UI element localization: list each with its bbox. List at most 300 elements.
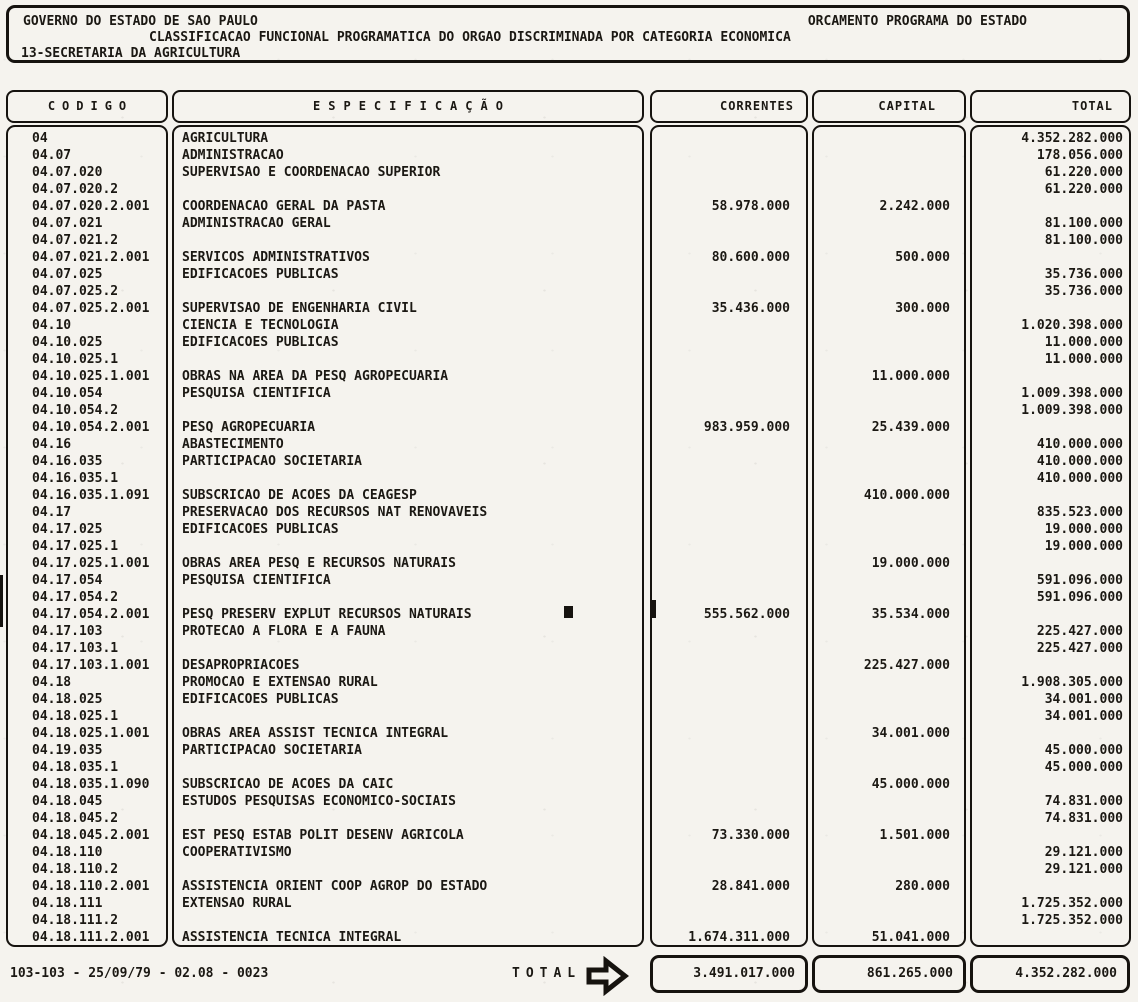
row-spec (172, 538, 644, 555)
table-row (0, 861, 1138, 878)
row-capital: 410.000.000 (863, 488, 950, 503)
row-code: 04.18.045 (32, 794, 103, 809)
row-correntes (650, 317, 808, 334)
row-total (970, 368, 1131, 385)
row-spec: OBRAS AREA ASSIST TECNICA INTEGRAL (182, 726, 449, 741)
row-correntes (650, 368, 808, 385)
row-spec: PESQ AGROPECUARIA (182, 420, 316, 435)
footer-total-label: TOTAL (512, 966, 582, 981)
row-capital (812, 895, 966, 912)
row-capital (812, 436, 966, 453)
row-total: 45.000.000 (1044, 760, 1123, 775)
row-total: 1.725.352.000 (1021, 896, 1123, 911)
row-correntes (650, 725, 808, 742)
row-correntes (650, 215, 808, 232)
table-row (0, 198, 1138, 215)
row-code: 04.07.025 (32, 267, 103, 282)
row-capital (812, 232, 966, 249)
row-total: 81.100.000 (1044, 216, 1123, 231)
row-correntes (650, 232, 808, 249)
row-correntes (650, 538, 808, 555)
table-row (0, 589, 1138, 606)
row-capital (812, 861, 966, 878)
row-correntes (650, 912, 808, 929)
row-total: 1.020.398.000 (1021, 318, 1123, 333)
table-row (0, 130, 1138, 147)
row-code: 04.07.020 (32, 165, 103, 180)
row-spec: ADMINISTRACAO GERAL (182, 216, 331, 231)
row-code: 04.10.025.1 (32, 352, 119, 367)
row-code: 04.18.045.2.001 (32, 828, 150, 843)
row-spec: ASSISTENCIA ORIENT COOP AGROP DO ESTADO (182, 879, 488, 894)
table-row (0, 912, 1138, 929)
row-code: 04.10.025.1.001 (32, 369, 150, 384)
column-header-especificacao: ESPECIFICAÇÃO (172, 90, 644, 123)
column-header-codigo: CODIGO (6, 90, 168, 123)
row-capital (812, 844, 966, 861)
row-spec (172, 912, 644, 929)
row-capital (812, 215, 966, 232)
row-correntes (650, 691, 808, 708)
grand-total-capital: 861.265.000 (812, 955, 966, 993)
row-capital: 300.000 (895, 301, 950, 316)
table-row (0, 895, 1138, 912)
row-total: 35.736.000 (1044, 284, 1123, 299)
row-capital: 2.242.000 (879, 199, 950, 214)
row-total: 835.523.000 (1036, 505, 1123, 520)
table-row (0, 742, 1138, 759)
table-row (0, 147, 1138, 164)
table-row (0, 538, 1138, 555)
row-total: 29.121.000 (1044, 862, 1123, 877)
row-capital (812, 759, 966, 776)
row-code: 04.10 (32, 318, 72, 333)
row-spec (172, 640, 644, 657)
row-total: 74.831.000 (1044, 794, 1123, 809)
row-capital (812, 385, 966, 402)
row-correntes: 73.330.000 (711, 828, 790, 843)
row-total: 45.000.000 (1044, 743, 1123, 758)
table-row (0, 334, 1138, 351)
table-row (0, 368, 1138, 385)
row-capital (812, 351, 966, 368)
row-spec: ASSISTENCIA TECNICA INTEGRAL (182, 930, 402, 945)
row-spec (172, 181, 644, 198)
row-capital (812, 130, 966, 147)
row-spec: COORDENACAO GERAL DA PASTA (182, 199, 386, 214)
table-row (0, 844, 1138, 861)
row-capital (812, 402, 966, 419)
row-spec: SUPERVISAO DE ENGENHARIA CIVIL (182, 301, 417, 316)
row-capital (812, 691, 966, 708)
table-row (0, 640, 1138, 657)
row-capital (812, 453, 966, 470)
row-code: 04.18.111.2.001 (32, 930, 150, 945)
row-total: 4.352.282.000 (1021, 131, 1123, 146)
scan-artifact (652, 600, 656, 618)
table-row (0, 555, 1138, 572)
row-correntes (650, 181, 808, 198)
header-org-line: 13-SECRETARIA DA AGRICULTURA (21, 46, 241, 61)
row-total (970, 300, 1131, 317)
row-spec: OBRAS NA AREA DA PESQ AGROPECUARIA (182, 369, 449, 384)
row-correntes (650, 572, 808, 589)
row-code: 04.07.020.2.001 (32, 199, 150, 214)
row-spec (172, 232, 644, 249)
table-row (0, 232, 1138, 249)
row-spec: COOPERATIVISMO (182, 845, 292, 860)
row-total: 178.056.000 (1036, 148, 1123, 163)
row-spec: PESQUISA CIENTIFICA (182, 573, 331, 588)
row-correntes (650, 776, 808, 793)
row-code: 04.16.035.1.091 (32, 488, 150, 503)
row-correntes: 35.436.000 (711, 301, 790, 316)
row-capital (812, 538, 966, 555)
row-capital (812, 793, 966, 810)
table-row (0, 657, 1138, 674)
column-header-capital: CAPITAL (812, 90, 966, 123)
row-code: 04.18 (32, 675, 72, 690)
row-code: 04.17.054.2.001 (32, 607, 150, 622)
row-total: 225.427.000 (1036, 624, 1123, 639)
row-correntes: 80.600.000 (711, 250, 790, 265)
row-correntes: 1.674.311.000 (688, 930, 790, 945)
row-code: 04 (32, 131, 48, 146)
table-row (0, 351, 1138, 368)
row-correntes (650, 147, 808, 164)
row-spec (172, 283, 644, 300)
row-capital (812, 912, 966, 929)
grand-total-total: 4.352.282.000 (970, 955, 1130, 993)
row-code: 04.18.111 (32, 896, 103, 911)
row-code: 04.17.103 (32, 624, 103, 639)
row-capital (812, 810, 966, 827)
table-rows (0, 130, 1138, 946)
row-total: 19.000.000 (1044, 539, 1123, 554)
row-correntes: 58.978.000 (711, 199, 790, 214)
row-total: 19.000.000 (1044, 522, 1123, 537)
row-capital: 280.000 (895, 879, 950, 894)
row-total: 410.000.000 (1036, 437, 1123, 452)
row-spec (172, 470, 644, 487)
row-spec: PESQ PRESERV EXPLUT RECURSOS NATURAIS (182, 607, 472, 622)
row-spec: EDIFICACOES PUBLICAS (182, 692, 339, 707)
row-correntes (650, 589, 808, 606)
row-code: 04.07.021.2.001 (32, 250, 150, 265)
row-code: 04.17.025.1.001 (32, 556, 150, 571)
row-correntes (650, 351, 808, 368)
row-code: 04.17 (32, 505, 72, 520)
row-correntes (650, 759, 808, 776)
row-spec (172, 589, 644, 606)
row-total (970, 419, 1131, 436)
row-capital (812, 640, 966, 657)
row-total (970, 776, 1131, 793)
column-header-total: TOTAL (970, 90, 1131, 123)
row-capital (812, 521, 966, 538)
header-line-1 (17, 14, 1127, 30)
header-subtitle: CLASSIFICACAO FUNCIONAL PROGRAMATICA DO ORGAO DISCRIMINADA POR CATEGORIA ECONOMICA (149, 30, 791, 45)
row-capital (812, 283, 966, 300)
row-spec: EXTENSAO RURAL (182, 896, 292, 911)
table-row (0, 708, 1138, 725)
row-correntes (650, 453, 808, 470)
row-correntes (650, 130, 808, 147)
row-capital (812, 470, 966, 487)
row-correntes (650, 708, 808, 725)
row-code: 04.10.054 (32, 386, 103, 401)
table-row (0, 793, 1138, 810)
row-spec: PESQUISA CIENTIFICA (182, 386, 331, 401)
table-row (0, 504, 1138, 521)
row-capital: 45.000.000 (871, 777, 950, 792)
row-total: 74.831.000 (1044, 811, 1123, 826)
row-total: 225.427.000 (1036, 641, 1123, 656)
row-capital: 11.000.000 (871, 369, 950, 384)
row-correntes (650, 470, 808, 487)
row-total (970, 725, 1131, 742)
row-code: 04.16.035.1 (32, 471, 119, 486)
row-spec: CIENCIA E TECNOLOGIA (182, 318, 339, 333)
row-total (970, 249, 1131, 266)
row-code: 04.18.035.1 (32, 760, 119, 775)
row-capital (812, 181, 966, 198)
row-code: 04.10.054.2.001 (32, 420, 150, 435)
table-row (0, 759, 1138, 776)
row-code: 04.17.025.1 (32, 539, 119, 554)
row-total (970, 929, 1131, 946)
row-code: 04.19.035 (32, 743, 103, 758)
row-code: 04.10.054.2 (32, 403, 119, 418)
row-correntes: 983.959.000 (703, 420, 790, 435)
table-row (0, 470, 1138, 487)
row-capital (812, 266, 966, 283)
row-capital (812, 572, 966, 589)
row-capital: 19.000.000 (871, 556, 950, 571)
row-correntes: 555.562.000 (703, 607, 790, 622)
row-spec: EDIFICACOES PUBLICAS (182, 522, 339, 537)
table-row (0, 164, 1138, 181)
table-row (0, 623, 1138, 640)
row-capital: 500.000 (895, 250, 950, 265)
row-code: 04.18.035.1.090 (32, 777, 150, 792)
row-spec: DESAPROPRIACOES (182, 658, 300, 673)
row-spec: SUBSCRICAO DE ACOES DA CAIC (182, 777, 394, 792)
footer-reference: 103-103 - 25/09/79 - 02.08 - 0023 (10, 966, 269, 981)
row-capital: 225.427.000 (863, 658, 950, 673)
row-spec: PARTICIPACAO SOCIETARIA (182, 743, 363, 758)
table-row (0, 436, 1138, 453)
row-spec: AGRICULTURA (182, 131, 269, 146)
row-total: 61.220.000 (1044, 165, 1123, 180)
right-arrow-icon (585, 956, 629, 996)
table-row (0, 521, 1138, 538)
row-correntes (650, 402, 808, 419)
row-correntes (650, 640, 808, 657)
row-spec: SUBSCRICAO DE ACOES DA CEAGESP (182, 488, 417, 503)
row-total: 1.009.398.000 (1021, 386, 1123, 401)
row-total: 34.001.000 (1044, 709, 1123, 724)
table-row (0, 487, 1138, 504)
row-total (970, 878, 1131, 895)
row-spec: ABASTECIMENTO (182, 437, 284, 452)
row-spec: PROTECAO A FLORA E A FAUNA (182, 624, 386, 639)
table-row (0, 402, 1138, 419)
row-code: 04.18.025 (32, 692, 103, 707)
row-capital (812, 334, 966, 351)
row-code: 04.17.103.1.001 (32, 658, 150, 673)
row-code: 04.18.110.2.001 (32, 879, 150, 894)
row-correntes (650, 266, 808, 283)
row-correntes (650, 164, 808, 181)
row-code: 04.18.045.2 (32, 811, 119, 826)
row-correntes (650, 436, 808, 453)
row-spec: OBRAS AREA PESQ E RECURSOS NATURAIS (182, 556, 456, 571)
row-correntes (650, 487, 808, 504)
scan-artifact (0, 575, 3, 627)
row-total: 1.908.305.000 (1021, 675, 1123, 690)
row-correntes (650, 861, 808, 878)
row-code: 04.17.054 (32, 573, 103, 588)
row-correntes (650, 504, 808, 521)
row-code: 04.18.110 (32, 845, 103, 860)
row-capital (812, 317, 966, 334)
row-spec (172, 861, 644, 878)
row-total (970, 657, 1131, 674)
row-spec: SUPERVISAO E COORDENACAO SUPERIOR (182, 165, 441, 180)
row-correntes (650, 555, 808, 572)
row-code: 04.10.025 (32, 335, 103, 350)
row-code: 04.18.025.1.001 (32, 726, 150, 741)
table-row (0, 300, 1138, 317)
table-row (0, 266, 1138, 283)
row-spec: PROMOCAO E EXTENSAO RURAL (182, 675, 378, 690)
row-spec (172, 351, 644, 368)
table-row (0, 317, 1138, 334)
table-row (0, 810, 1138, 827)
row-spec: ADMINISTRACAO (182, 148, 284, 163)
row-capital (812, 164, 966, 181)
row-total: 591.096.000 (1036, 573, 1123, 588)
row-correntes (650, 895, 808, 912)
row-code: 04.17.103.1 (32, 641, 119, 656)
row-correntes (650, 844, 808, 861)
row-correntes (650, 793, 808, 810)
row-capital: 25.439.000 (871, 420, 950, 435)
row-total: 410.000.000 (1036, 471, 1123, 486)
row-total: 61.220.000 (1044, 182, 1123, 197)
row-code: 04.07.021 (32, 216, 103, 231)
row-spec: EDIFICACOES PUBLICAS (182, 267, 339, 282)
row-total: 29.121.000 (1044, 845, 1123, 860)
header-right-title: ORCAMENTO PROGRAMA DO ESTADO (807, 14, 1027, 29)
row-total: 410.000.000 (1036, 454, 1123, 469)
row-spec: EST PESQ ESTAB POLIT DESENV AGRICOLA (182, 828, 464, 843)
row-correntes (650, 742, 808, 759)
table-row (0, 878, 1138, 895)
table-row (0, 181, 1138, 198)
table-row (0, 674, 1138, 691)
row-capital (812, 742, 966, 759)
table-row (0, 385, 1138, 402)
row-total: 11.000.000 (1044, 352, 1123, 367)
row-capital: 1.501.000 (879, 828, 950, 843)
row-total: 1.009.398.000 (1021, 403, 1123, 418)
row-code: 04.18.111.2 (32, 913, 119, 928)
document-header (6, 5, 1130, 63)
row-spec: SERVICOS ADMINISTRATIVOS (182, 250, 370, 265)
row-spec: PARTICIPACAO SOCIETARIA (182, 454, 363, 469)
row-capital (812, 708, 966, 725)
table-row (0, 249, 1138, 266)
grand-total-correntes: 3.491.017.000 (650, 955, 808, 993)
row-correntes (650, 674, 808, 691)
row-correntes (650, 334, 808, 351)
table-row (0, 725, 1138, 742)
table-row (0, 827, 1138, 844)
row-code: 04.18.110.2 (32, 862, 119, 877)
row-spec (172, 402, 644, 419)
row-total: 591.096.000 (1036, 590, 1123, 605)
row-total: 81.100.000 (1044, 233, 1123, 248)
row-spec: EDIFICACOES PUBLICAS (182, 335, 339, 350)
row-total: 34.001.000 (1044, 692, 1123, 707)
row-code: 04.07.025.2.001 (32, 301, 150, 316)
table-row (0, 283, 1138, 300)
row-correntes (650, 283, 808, 300)
row-code: 04.17.025 (32, 522, 103, 537)
row-correntes: 28.841.000 (711, 879, 790, 894)
table-row (0, 691, 1138, 708)
row-total (970, 606, 1131, 623)
row-capital: 34.001.000 (871, 726, 950, 741)
table-row (0, 215, 1138, 232)
row-code: 04.17.054.2 (32, 590, 119, 605)
row-capital: 51.041.000 (871, 930, 950, 945)
row-total: 11.000.000 (1044, 335, 1123, 350)
row-total (970, 827, 1131, 844)
row-code: 04.07.021.2 (32, 233, 119, 248)
row-correntes (650, 810, 808, 827)
row-capital (812, 147, 966, 164)
row-correntes (650, 385, 808, 402)
row-total (970, 555, 1131, 572)
row-code: 04.16 (32, 437, 72, 452)
row-total (970, 487, 1131, 504)
table-row (0, 929, 1138, 946)
row-capital (812, 623, 966, 640)
row-correntes (650, 521, 808, 538)
row-total (970, 198, 1131, 215)
scan-artifact (564, 606, 573, 618)
header-left-title: GOVERNO DO ESTADO DE SAO PAULO (23, 14, 258, 29)
row-capital (812, 674, 966, 691)
row-spec (172, 759, 644, 776)
row-capital (812, 589, 966, 606)
row-spec (172, 810, 644, 827)
row-capital (812, 504, 966, 521)
row-correntes (650, 623, 808, 640)
table-row (0, 453, 1138, 470)
table-row (0, 776, 1138, 793)
row-total: 1.725.352.000 (1021, 913, 1123, 928)
column-header-correntes: CORRENTES (650, 90, 808, 123)
row-code: 04.07.020.2 (32, 182, 119, 197)
row-spec: PRESERVACAO DOS RECURSOS NAT RENOVAVEIS (182, 505, 488, 520)
row-code: 04.07.025.2 (32, 284, 119, 299)
table-row (0, 419, 1138, 436)
row-total: 35.736.000 (1044, 267, 1123, 282)
